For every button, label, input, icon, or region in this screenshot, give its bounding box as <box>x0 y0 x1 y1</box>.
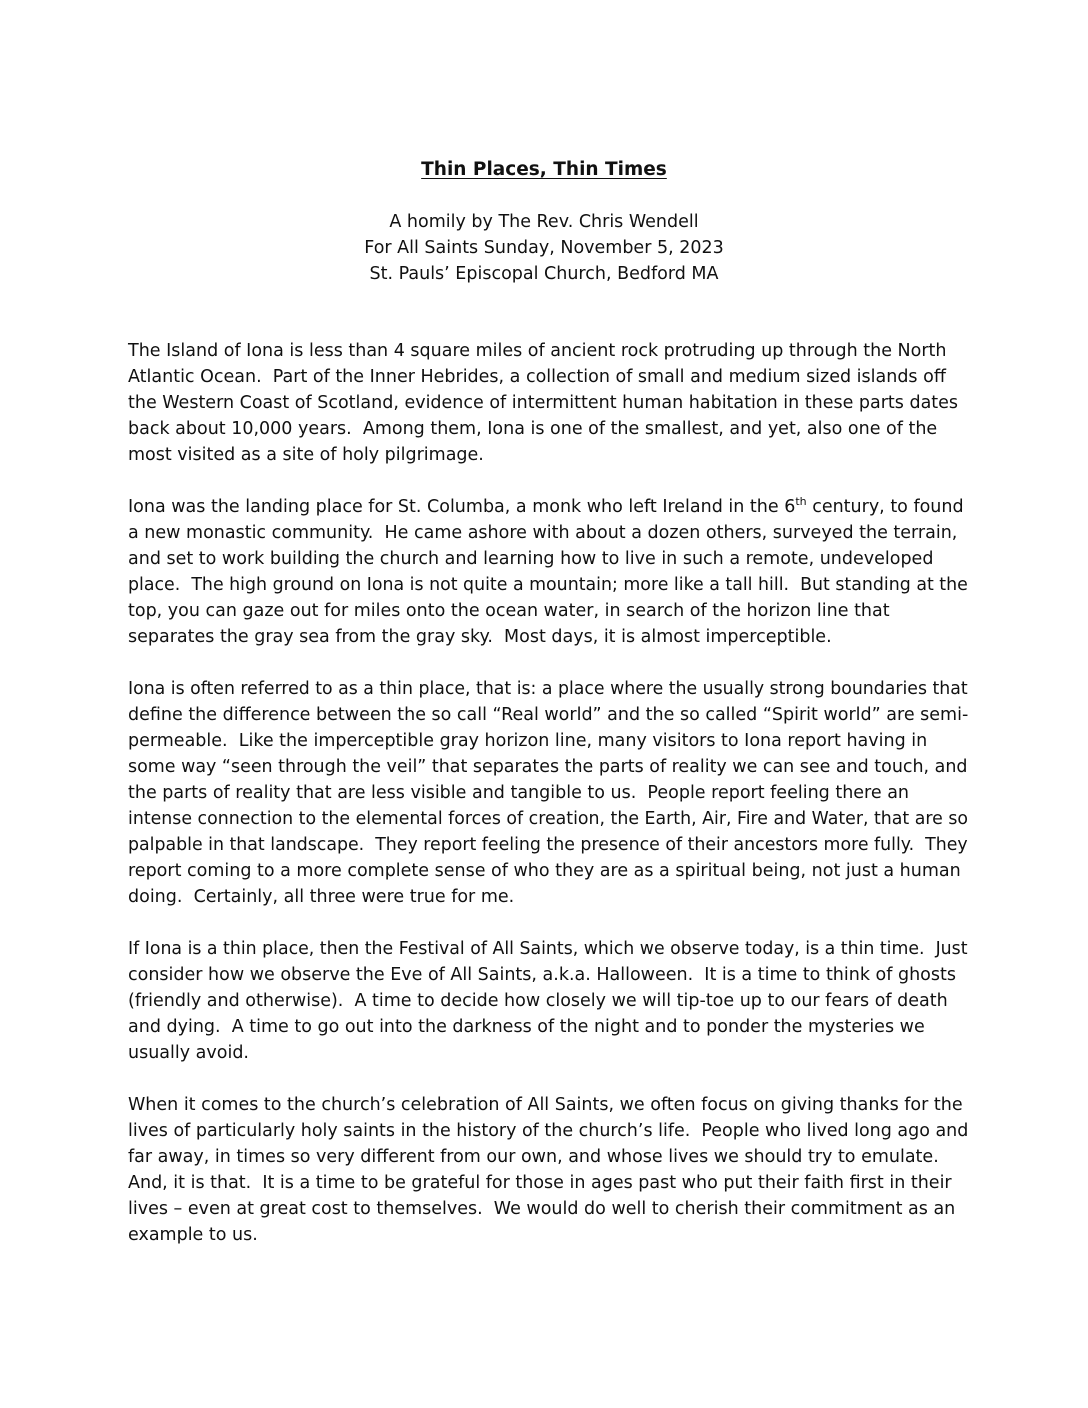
paragraph-line: When it comes to the church’s celebration of All Saints, we often focus on giving thanks for the <box>128 1095 963 1115</box>
paragraph-line: separates the gray sea from the gray sky. Most days, it is almost imperceptible. <box>128 627 832 647</box>
paragraph-line: And, it is that. It is a time to be grateful for those in ages past who put their faith first in their <box>128 1173 952 1193</box>
paragraph-line: most visited as a site of holy pilgrimage. <box>128 445 484 465</box>
paragraph-line: some way “seen through the veil” that separates the parts of reality we can see and touch, and <box>128 757 968 777</box>
paragraph-line: (friendly and otherwise). A time to decide how closely we will tip-toe up to our fears of death <box>128 991 948 1011</box>
paragraph-line: define the difference between the so call “Real world” and the so called “Spirit world” are semi- <box>128 705 969 725</box>
paragraph-line: permeable. Like the imperceptible gray horizon line, many visitors to Iona report having in <box>128 731 928 751</box>
paragraph-4 <box>128 936 968 1066</box>
paragraph-line: Atlantic Ocean. Part of the Inner Hebrides, a collection of small and medium sized islands off <box>128 367 946 387</box>
paragraph-line: and set to work building the church and learning how to live in such a remote, undeveloped <box>128 549 934 569</box>
paragraph-1 <box>128 338 968 468</box>
paragraph-line: the parts of reality that are less visible and tangible to us. People report feeling there an <box>128 783 910 803</box>
paragraph-line: report coming to a more complete sense of who they are as a spiritual being, not just a human <box>128 861 961 881</box>
paragraph-2 <box>128 494 968 650</box>
document-byline <box>0 209 1088 287</box>
paragraph-5 <box>128 1092 968 1248</box>
paragraph-line: The Island of Iona is less than 4 square miles of ancient rock protruding up through the North <box>128 341 947 361</box>
paragraph-line: top, you can gaze out for miles onto the ocean water, in search of the horizon line that <box>128 601 890 621</box>
line-text-tail: century, to found <box>806 497 964 517</box>
paragraph-line: usually avoid. <box>128 1043 249 1063</box>
paragraph-line: and dying. A time to go out into the darkness of the night and to ponder the mysteries we <box>128 1017 925 1037</box>
paragraph-line: example to us. <box>128 1225 258 1245</box>
paragraph-line <box>128 494 968 520</box>
ordinal-superscript: th <box>795 495 807 509</box>
paragraph-line: a new monastic community. He came ashore with about a dozen others, surveyed the terrain, <box>128 523 958 543</box>
byline-author: A homily by The Rev. Chris Wendell <box>389 212 699 232</box>
paragraph-line: far away, in times so very different from our own, and whose lives we should try to emulate. <box>128 1147 939 1167</box>
byline-occasion: For All Saints Sunday, November 5, 2023 <box>364 238 724 258</box>
paragraph-line: back about 10,000 years. Among them, Iona is one of the smallest, and yet, also one of the <box>128 419 938 439</box>
line-text: Iona was the landing place for St. Columba, a monk who left Ireland in the 6 <box>128 497 796 517</box>
paragraph-line: If Iona is a thin place, then the Festival of All Saints, which we observe today, is a thin time. Just <box>128 939 968 959</box>
document-body <box>128 338 968 1274</box>
paragraph-line: consider how we observe the Eve of All Saints, a.k.a. Halloween. It is a time to think of ghosts <box>128 965 956 985</box>
paragraph-line: intense connection to the elemental forces of creation, the Earth, Air, Fire and Water, that are so <box>128 809 968 829</box>
paragraph-line: lives – even at great cost to themselves. We would do well to cherish their commitment as an <box>128 1199 956 1219</box>
document-title: Thin Places, Thin Times <box>421 159 667 180</box>
paragraph-line: place. The high ground on Iona is not quite a mountain; more like a tall hill. But standing at the <box>128 575 968 595</box>
paragraph-line: doing. Certainly, all three were true for me. <box>128 887 515 907</box>
paragraph-line: palpable in that landscape. They report feeling the presence of their ancestors more fully. They <box>128 835 968 855</box>
paragraph-line: Iona is often referred to as a thin place, that is: a place where the usually strong boundaries that <box>128 679 968 699</box>
paragraph-3 <box>128 676 968 910</box>
byline-church: St. Pauls’ Episcopal Church, Bedford MA <box>369 264 719 284</box>
paragraph-line: lives of particularly holy saints in the history of the church’s life. People who lived long ago and <box>128 1121 969 1141</box>
paragraph-line: the Western Coast of Scotland, evidence of intermittent human habitation in these parts dates <box>128 393 959 413</box>
